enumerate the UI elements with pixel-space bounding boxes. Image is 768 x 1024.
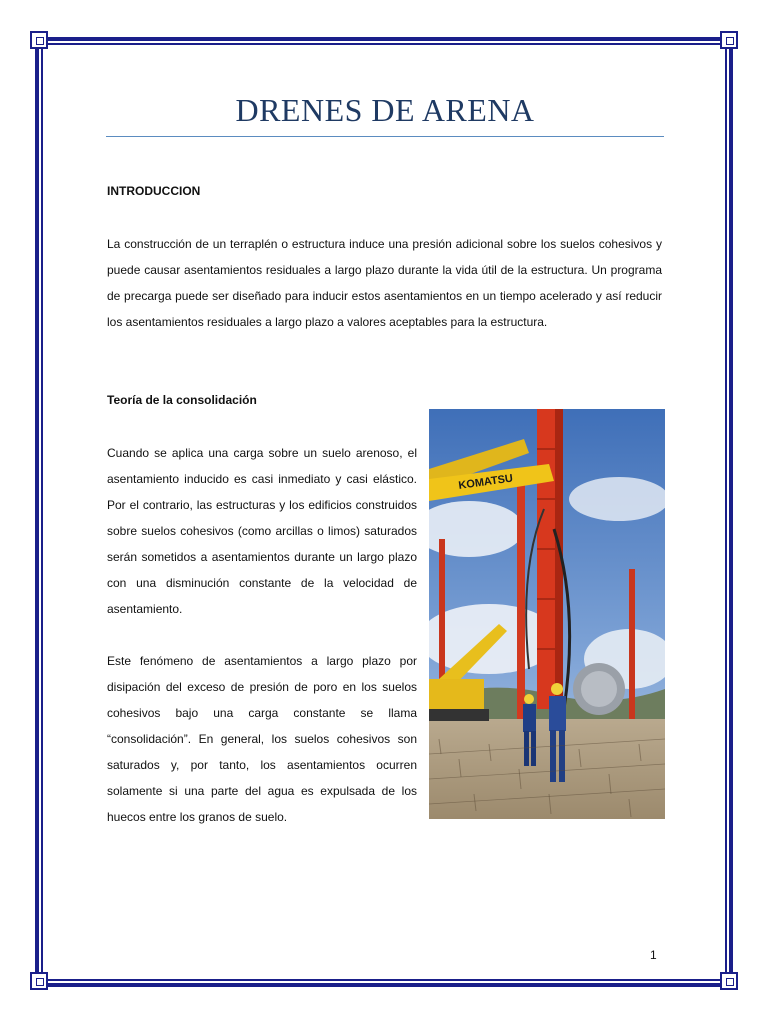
section-heading-teoria: Teoría de la consolidación xyxy=(107,393,257,407)
border-corner-ornament xyxy=(30,31,48,49)
border-corner-ornament xyxy=(30,972,48,990)
title-underline xyxy=(106,136,664,137)
page-number: 1 xyxy=(650,948,657,962)
paragraph-teoria-2: Este fenómeno de asentamientos a largo plazo por disipación del exceso de presión de poro en los suelos cohesivos bajo una carga constante se llama “consolidación”. En general, los suelos cohesivos son saturados y, por tanto, los asentamientos ocurren solamente si una parte del agua es expulsada de los huecos entre los granos de suelo. xyxy=(107,654,417,824)
document-title: DRENES DE ARENA xyxy=(235,92,535,128)
border-corner-ornament xyxy=(720,972,738,990)
komatsu-logo-text: KOMATSU xyxy=(457,472,514,492)
construction-site-photo xyxy=(429,409,665,819)
paragraph-teoria-1: Cuando se aplica una carga sobre un suelo arenoso, el asentamiento inducido es casi inmediato y casi elástico. Por el contrario, las estructuras y los edificios construidos sobre suelos cohesivos (como arcillas o limos) saturados serán sometidos a asentamientos durante un largo plazo con una disminución constante de la velocidad de asentamiento. xyxy=(107,446,417,616)
paragraph-introduccion: La construcción de un terraplén o estructura induce una presión adicional sobre los suelos cohesivos y puede causar asentamientos residuales a largo plazo durante la vida útil de la estructura. Un programa de precarga puede ser diseñado para inducir estos asentamientos en un tiempo acelerado y así reducir los asentamientos residuales a largo plazo a valores aceptables para la estructura. xyxy=(107,237,662,329)
border-corner-ornament xyxy=(720,31,738,49)
section-heading-introduccion: INTRODUCCION xyxy=(107,184,201,198)
